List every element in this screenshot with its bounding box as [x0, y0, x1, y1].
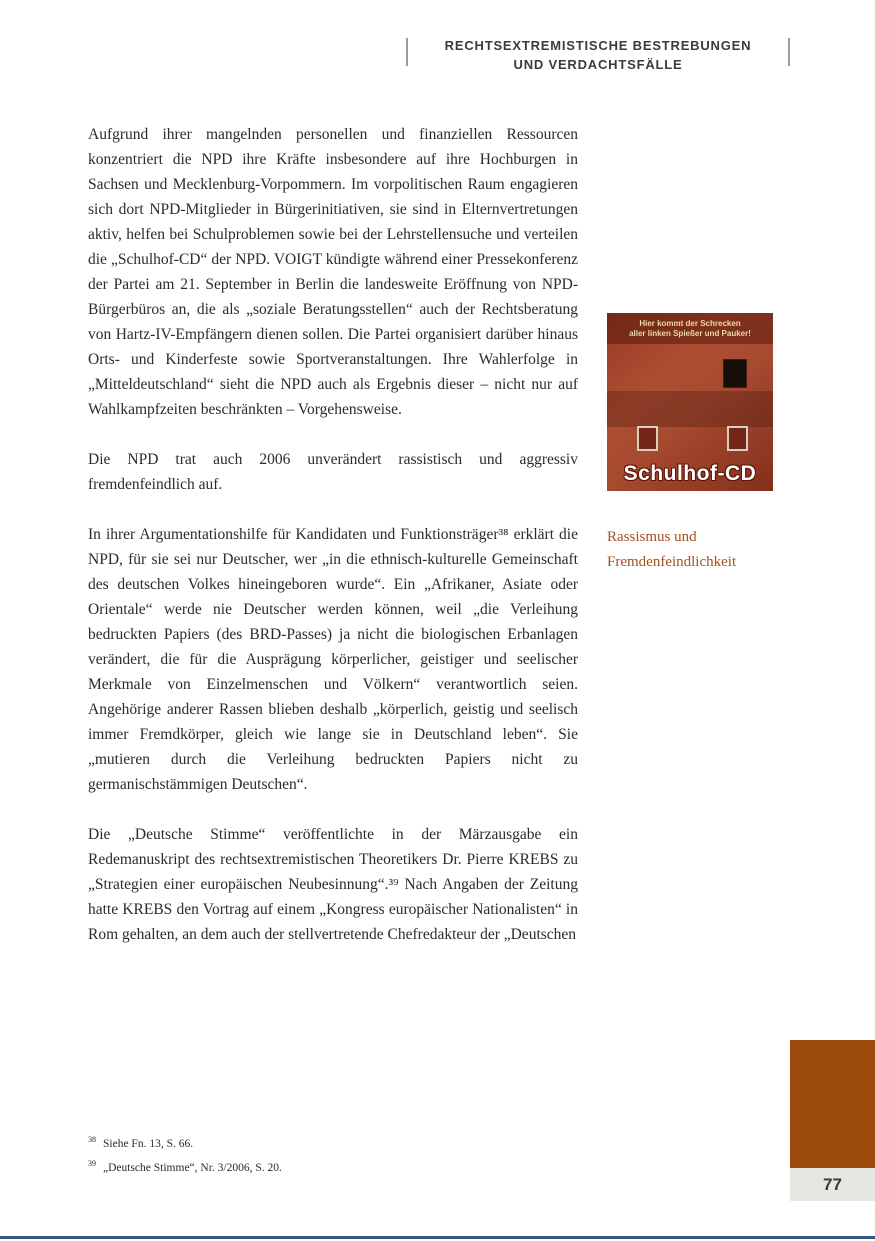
margin-note-line1: Rassismus und — [607, 529, 697, 545]
cd-cover-scene-band — [607, 391, 773, 427]
schulhof-cd-cover-image — [607, 313, 773, 491]
footnote-39-text: „Deutsche Stimme“, Nr. 3/2006, S. 20. — [103, 1161, 282, 1174]
cd-cover-slogan-line1: Hier kommt der Schrecken — [639, 319, 741, 328]
cd-cover-photo-left — [637, 426, 658, 451]
cd-cover-photo-right — [727, 426, 748, 451]
cd-cover-black-sticker — [723, 359, 747, 388]
margin-note — [607, 525, 787, 575]
page-header — [406, 36, 790, 70]
footnotes — [88, 1130, 578, 1178]
bottom-rule — [0, 1236, 875, 1239]
footnote-38 — [88, 1130, 578, 1154]
running-head — [416, 36, 780, 74]
cd-cover-slogan-line2: aller linken Spießer und Pauker! — [629, 329, 751, 338]
header-rule-right — [788, 38, 790, 66]
chapter-color-block — [790, 1040, 875, 1168]
header-rule-left — [406, 38, 408, 66]
footnote-39 — [88, 1154, 578, 1178]
footnote-38-text: Siehe Fn. 13, S. 66. — [103, 1137, 194, 1150]
footnote-38-marker: 38 — [88, 1135, 96, 1144]
paragraph-npd-strategy: Aufgrund ihrer mangelnden personellen und finanziellen Ressourcen konzentriert die NPD ihre Kräfte insbesondere auf ihre Hochburgen in Sachsen und Mecklenburg-Vorpommern. Im vorpolitischen Raum engagieren sich dort NPD-Mitglieder in Bürgerinitiativen, sie sind in Elternvertretungen aktiv, helfen bei Schulproblemen sowie bei der Lehrstellensuche und verteilen die „Schulhof-CD“ der NPD. VOIGT kündigte während einer Pressekonferenz der Partei am 21. September in Berlin die landesweite Eröffnung von NPD-Bürgerbüros an, die als „soziale Beratungsstellen“ auch der Rechtsberatung von Hartz-IV-Empfängern dienen sollen. Die Partei organisiert darüber hinaus Orts- und Kinderfeste sowie Sportveranstaltungen. Ihre Wahlerfolge in „Mitteldeutschland“ sieht die NPD auch als Ergebnis dieser – nicht nur auf Wahlkampfzeiten beschränkten – Vorgehensweise. — [88, 126, 578, 418]
paragraph-argumentationshilfe: In ihrer Argumentationshilfe für Kandidaten und Funktionsträger³⁸ erklärt die NPD, für sie sei nur Deutscher, wer „in die ethnisch-kulturelle Gemeinschaft des deutschen Volkes hineingeboren wurde“. Ein „Afrikaner, Asiate oder Orientale“ werde nie Deutscher werden können, weil „die Verleihung bedruckten Papiers (des BRD-Passes) ja nicht die biologischen Erbanlagen verändert, die für die Ausprägung körperlicher, geistiger und seelischer Merkmale von Einzelmenschen und Völkern“ verantwortlich seien. Angehörige anderer Rassen blieben deshalb „körperlich, geistig und seelisch immer Fremdkörper, gleich wie lange sie in Deutschland leben“. Sie „mutieren durch die Verleihung bedruckten Papiers nicht zu germanischstämmigen Deutschen“. — [88, 526, 578, 793]
body-text-column — [88, 122, 578, 972]
running-head-line1: RECHTSEXTREMISTISCHE BESTREBUNGEN — [444, 38, 752, 53]
page-number-box — [790, 1168, 875, 1201]
cd-cover-title: Schulhof-CD — [623, 462, 757, 485]
paragraph-deutsche-stimme: Die „Deutsche Stimme“ veröffentlichte in der Märzausgabe ein Redemanuskript des rechtsextremistischen Theoretikers Dr. Pierre KREBS zu „Strategien einer europäischen Neubesinnung“.³⁹ Nach Angaben der Zeitung hatte KREBS den Vortrag auf einem „Kongress europäischer Nationalisten“ in Rom gehalten, an dem auch der stellvertretende Chefredakteur der „Deutschen — [88, 826, 578, 943]
margin-note-line2: Fremdenfeindlichkeit — [607, 554, 737, 570]
footnote-39-marker: 39 — [88, 1158, 96, 1168]
page-number: 77 — [823, 1174, 842, 1194]
paragraph-racism-intro: Die NPD trat auch 2006 unverändert rassistisch und aggressiv fremdenfeindlich auf. — [88, 451, 578, 493]
cd-cover-slogan — [607, 313, 773, 344]
running-head-line2: UND VERDACHTSFÄLLE — [513, 57, 683, 72]
